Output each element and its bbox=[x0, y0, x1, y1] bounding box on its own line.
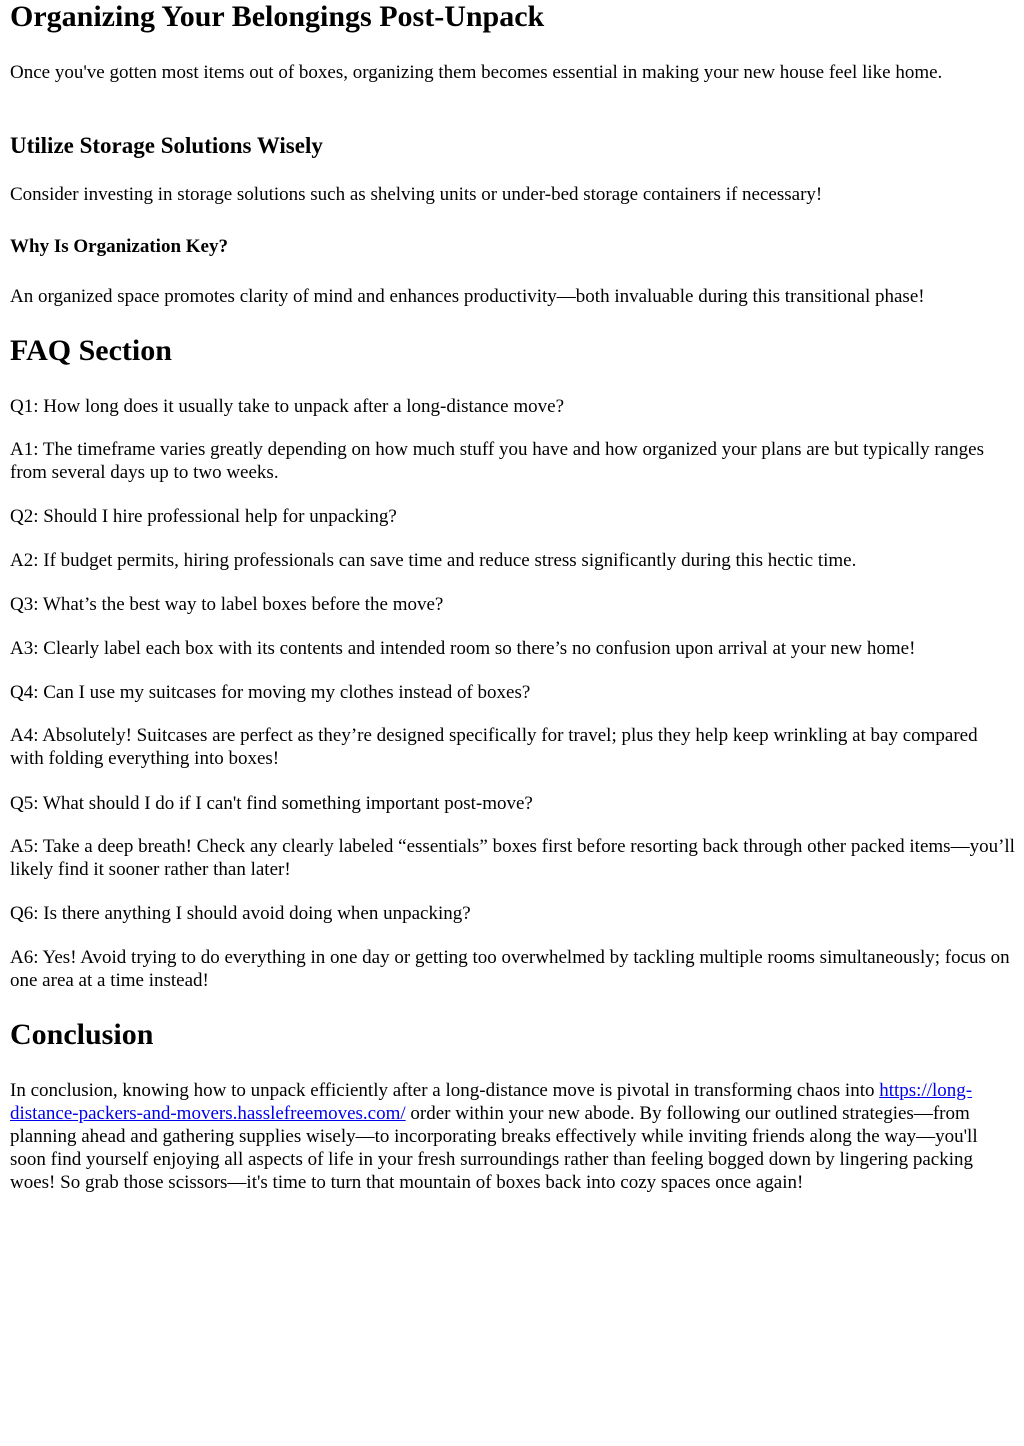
faq-question: Q5: What should I do if I can't find something important post-move? bbox=[10, 793, 533, 814]
faq-question: Q6: Is there anything I should avoid doing when unpacking? bbox=[10, 903, 471, 924]
faq-answer: A5: Take a deep breath! Check any clearly labeled “essentials” boxes first before resorting back through other packed items—you’ll likely find it sooner rather than later! bbox=[10, 836, 1015, 880]
storage-text: Consider investing in storage solutions such as shelving units or under-bed storage containers if necessary! bbox=[10, 184, 823, 205]
faq-question: Q1: How long does it usually take to unpack after a long-distance move? bbox=[10, 396, 565, 417]
conclusion-text-before: In conclusion, knowing how to unpack efficiently after a long-distance move is pivotal in transforming chaos into bbox=[10, 1080, 880, 1101]
faq-question: Q2: Should I hire professional help for unpacking? bbox=[10, 506, 397, 527]
faq-answer: A4: Absolutely! Suitcases are perfect as they’re designed specifically for travel; plus they help keep wrinkling at bay compared with folding everything into boxes! bbox=[10, 725, 978, 769]
conclusion-heading: Conclusion bbox=[10, 1018, 154, 1051]
faq-answer: A6: Yes! Avoid trying to do everything in one day or getting too overwhelmed by tackling multiple rooms simultaneously; focus on one area at a time instead! bbox=[10, 947, 1010, 991]
why-heading: Why Is Organization Key? bbox=[10, 236, 228, 257]
storage-heading: Utilize Storage Solutions Wisely bbox=[10, 133, 323, 158]
faq-answer: A1: The timeframe varies greatly depending on how much stuff you have and how organized your plans are but typically ranges from several days up to two weeks. bbox=[10, 439, 985, 483]
faq-heading: FAQ Section bbox=[10, 334, 172, 367]
organizing-heading: Organizing Your Belongings Post-Unpack bbox=[10, 0, 545, 33]
movers-link[interactable]: https://long-distance-packers-and-movers.hasslefreemoves.com/ bbox=[10, 1080, 973, 1124]
faq-answer: A3: Clearly label each box with its contents and intended room so there’s no confusion upon arrival at your new home! bbox=[10, 638, 916, 659]
conclusion-text-after: order within your new abode. By following our outlined strategies—from planning ahead and gathering supplies wisely—to incorporating breaks effectively while inviting friends along the way—you'll soon find yourself enjoying all aspects of life in your fresh surroundings rather than feeling bogged down by lingering packing woes! So grab those scissors—it's time to turn that mountain of boxes back into cozy spaces once again! bbox=[10, 1103, 978, 1193]
conclusion-text bbox=[10, 1079, 1016, 1194]
organizing-intro: Once you've gotten most items out of boxes, organizing them becomes essential in making your new house feel like home. bbox=[10, 62, 943, 83]
faq-answer: A2: If budget permits, hiring professionals can save time and reduce stress significantly during this hectic time. bbox=[10, 550, 857, 571]
faq-question: Q3: What’s the best way to label boxes before the move? bbox=[10, 594, 444, 615]
faq-question: Q4: Can I use my suitcases for moving my clothes instead of boxes? bbox=[10, 682, 531, 703]
why-text: An organized space promotes clarity of mind and enhances productivity—both invaluable during this transitional phase! bbox=[10, 286, 925, 307]
